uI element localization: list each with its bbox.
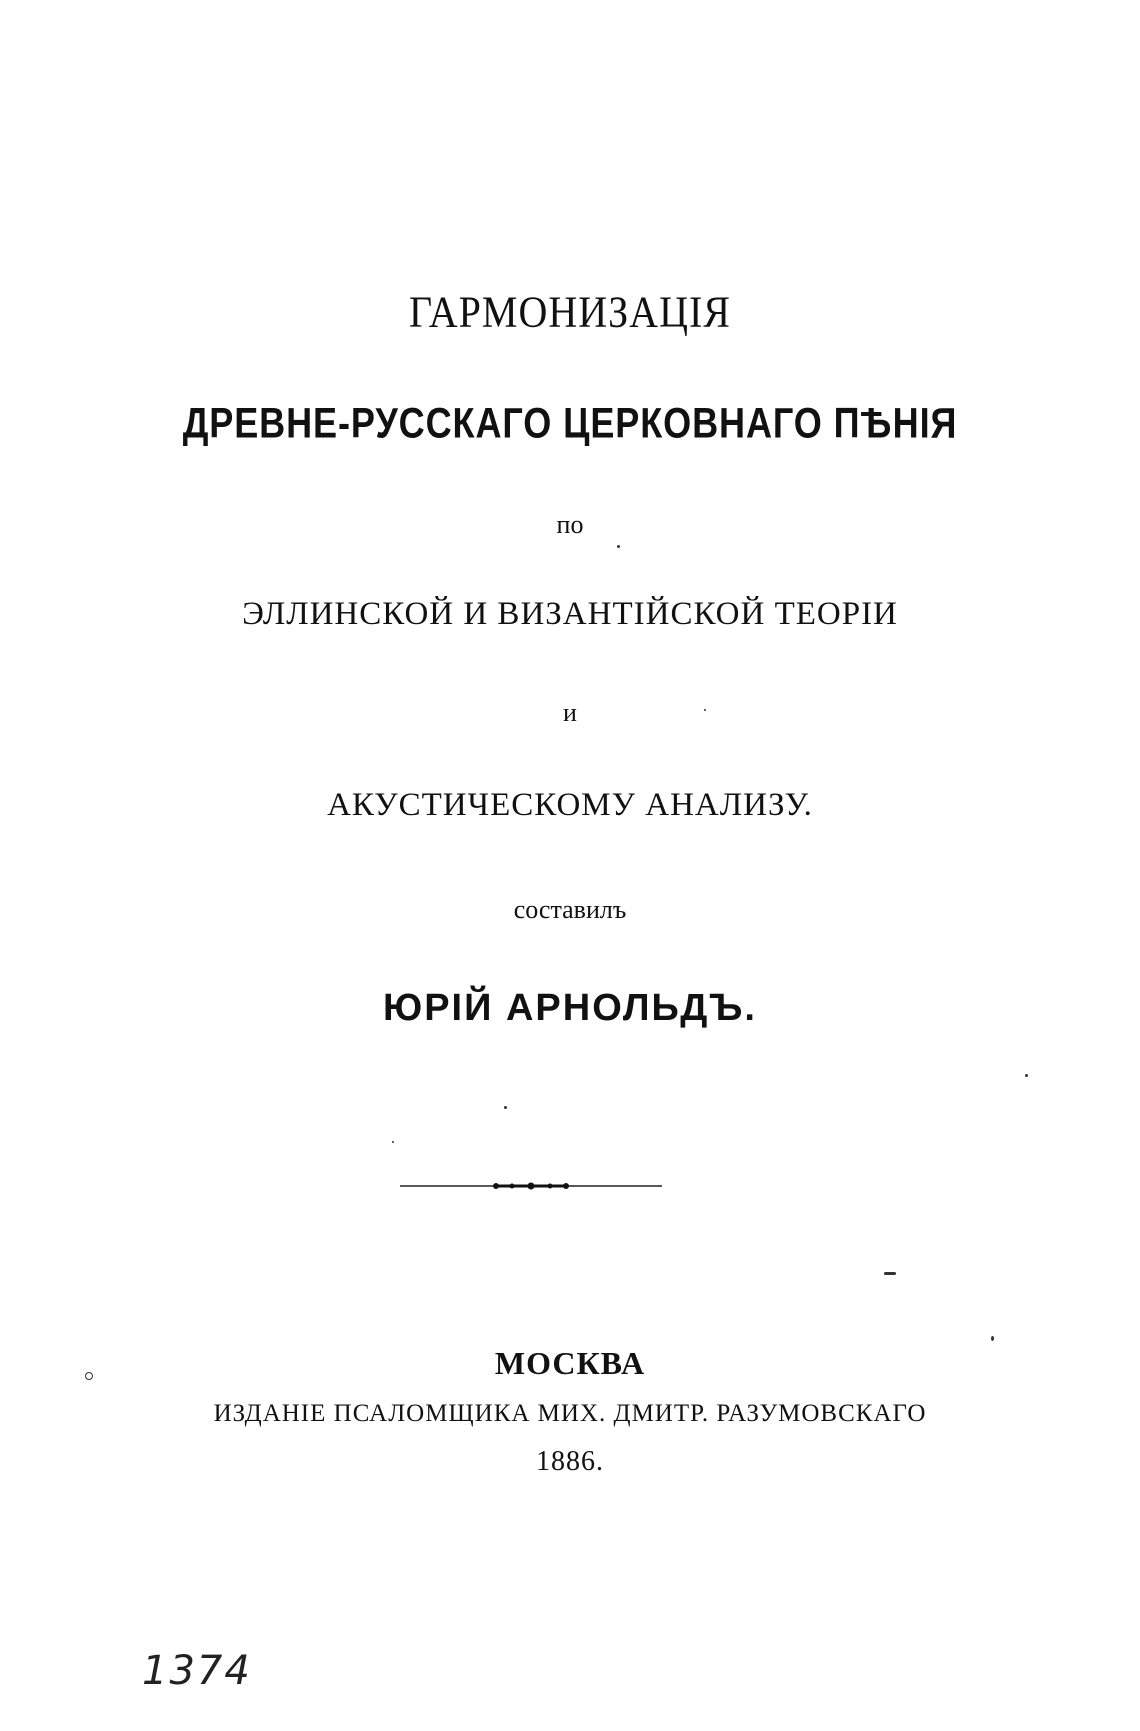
book-title: ГАРМОНИЗАЦІЯ [409,286,731,337]
connector-and: и [563,698,577,727]
scan-speck [1025,1074,1028,1077]
book-subtitle: ДРЕВНЕ-РУССКАГО ЦЕРКОВНАГО ПѢНІЯ [182,398,958,448]
analysis-line: АКУСТИЧЕСКОМУ АНАЛИЗУ. [327,787,813,823]
scan-speck [392,1141,394,1143]
compiled-by: составилъ [513,895,627,924]
scan-speck [85,1372,93,1380]
scan-speck [617,545,620,548]
imprint-publisher: ИЗДАНІЕ ПСАЛОМЩИКА МИХ. ДМИТР. РАЗУМОВСКАГО [213,1400,927,1427]
author-name: ЮРІЙ АРНОЛЬДЪ. [383,987,757,1029]
handwritten-shelfmark: 1374 [142,1648,252,1694]
scan-speck [884,1272,896,1275]
connector-po: по [556,510,584,539]
ornamental-divider [400,1180,662,1192]
imprint-year: 1886. [536,1446,604,1477]
scan-speck [991,1336,994,1341]
scan-speck [704,709,706,711]
theory-line: ЭЛЛИНСКОЙ И ВИЗАНТІЙСКОЙ ТЕОРІИ [242,596,898,632]
imprint-city: МОСКВА [494,1345,646,1381]
scan-speck [504,1106,507,1109]
